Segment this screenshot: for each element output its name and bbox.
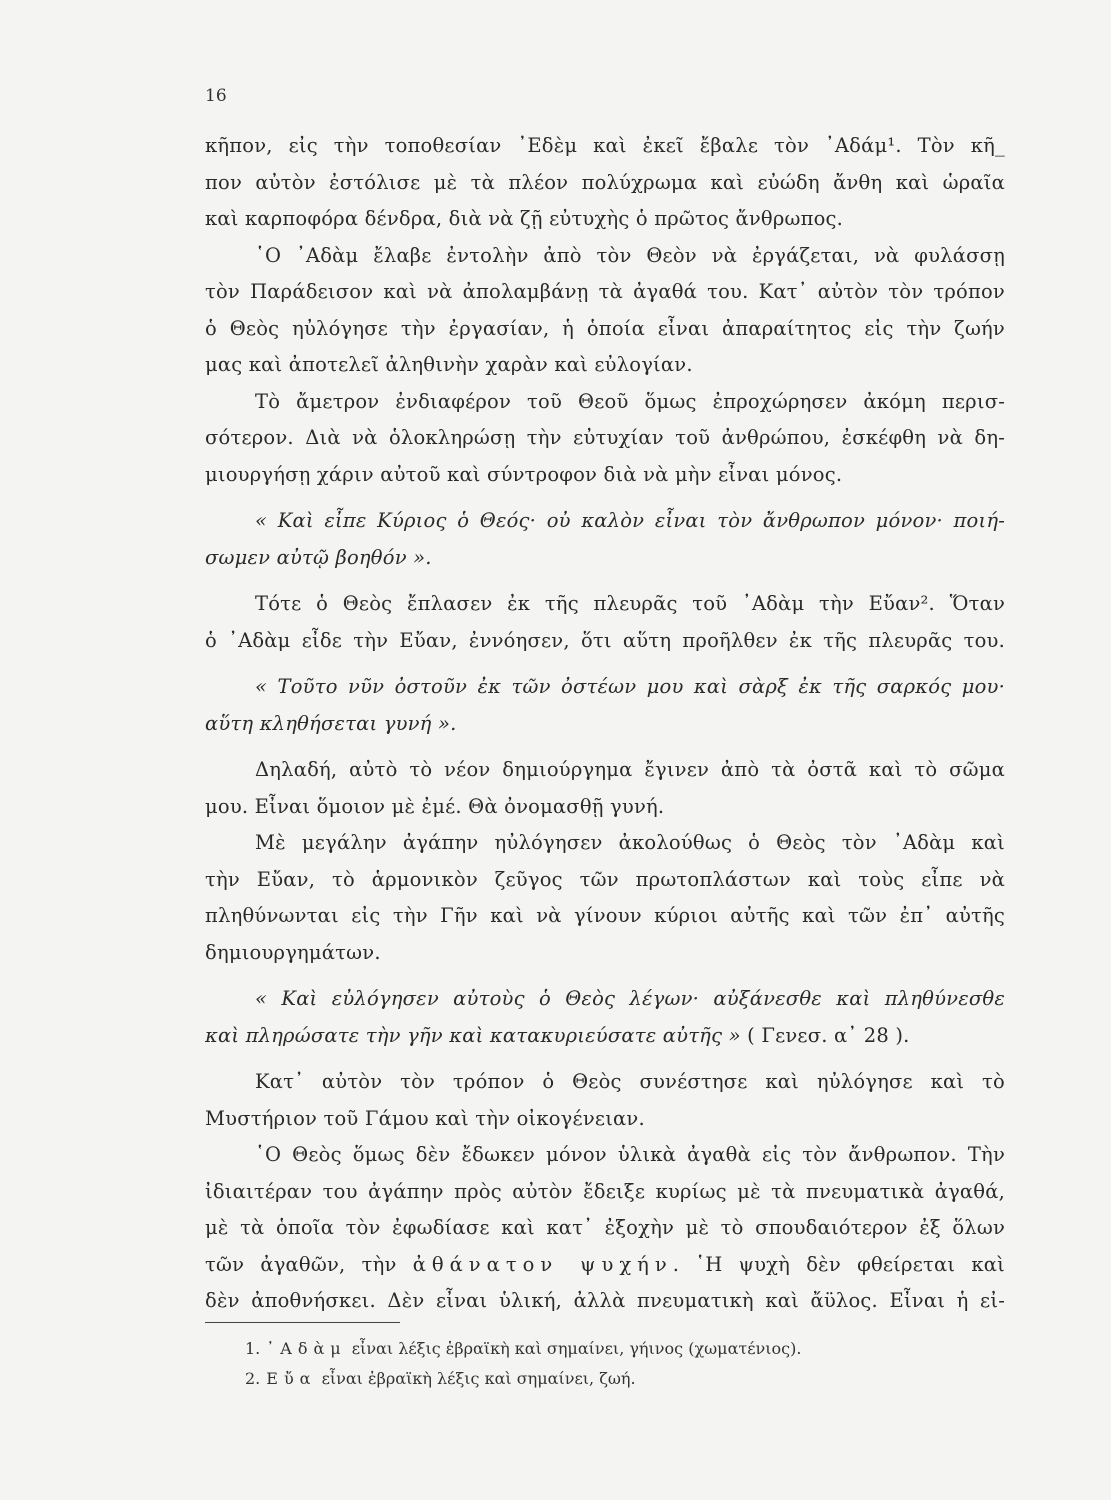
- text-line: δὲν ἀποθνήσκει. Δὲν εἶναι ὑλική, ἀλλὰ πνευματικὴ καὶ ἄϋλος. Εἶναι ἡ εἰ-: [205, 1289, 1005, 1312]
- emphasized-phrase: ἀθάνατον ψυχήν: [412, 1252, 673, 1276]
- scripture-quote-line: αὕτη κληθήσεται γυνή ».: [205, 711, 457, 735]
- text-line: δημιουργημάτων.: [205, 940, 381, 964]
- text-line: σότερον. Διὰ νὰ ὁλοκληρώσῃ τὴν εὐτυχίαν τοῦ ἀνθρώπου, ἐσκέφθη νὰ δη-: [205, 426, 1005, 449]
- scripture-quote-line: σωμεν αὐτῷ βοηθόν ».: [205, 545, 432, 569]
- text-segment: . ῾Η ψυχὴ δὲν φθείρεται καὶ: [672, 1252, 1005, 1276]
- text-line: καὶ καρποφόρα δένδρα, διὰ νὰ ζῇ εὐτυχὴς ὁ πρῶτος ἄνθρωπος.: [205, 207, 844, 230]
- text-line: πληθύνωνται εἰς τὴν Γῆν καὶ νὰ γίνουν κύριοι αὐτῆς καὶ τῶν ἐπ᾿ αὐτῆς: [205, 904, 1005, 927]
- footnote-text: εἶναι ἑβραϊκὴ λέξις καὶ σημαίνει, ζωή.: [321, 1369, 636, 1388]
- text-line: μου. Εἶναι ὅμοιον μὲ ἐμέ. Θὰ ὀνομασθῇ γυνή.: [205, 794, 665, 818]
- text-line: κῆπον, εἰς τὴν τοποθεσίαν ᾿Εδὲμ καὶ ἐκεῖ ἔβαλε τὸν ᾿Αδάμ¹. Τὸν κῆ_: [205, 134, 1005, 157]
- footnotes: [245, 1334, 1005, 1394]
- text-line: Τότε ὁ Θεὸς ἔπλασεν ἐκ τῆς πλευρᾶς τοῦ ᾿Αδὰμ τὴν Εὔαν². Ὅταν: [255, 592, 1005, 615]
- text-line: ῾Ο ᾿Αδὰμ ἔλαβε ἐντολὴν ἀπὸ τὸν Θεὸν νὰ ἐργάζεται, νὰ φυλάσσῃ: [255, 243, 1005, 267]
- text-line: ἰδιαιτέραν του ἀγάπην πρὸς αὐτὸν ἔδειξε κυρίως μὲ τὰ πνευματικὰ ἀγαθά,: [205, 1179, 1005, 1203]
- footnote-divider: [205, 1322, 400, 1323]
- footnote-term: ᾿Αδὰμ: [266, 1339, 347, 1358]
- text-line: μὲ τὰ ὁποῖα τὸν ἐφωδίασε καὶ κατ᾿ ἐξοχὴν μὲ τὸ σπουδαιότερον ἐξ ὅλων: [205, 1216, 1005, 1239]
- text-line: μας καὶ ἀποτελεῖ ἀληθινὴν χαρὰν καὶ εὐλογίαν.: [205, 353, 693, 376]
- text-line: [205, 1247, 1005, 1284]
- footnote-1: [245, 1334, 1005, 1364]
- footnote-number: 2.: [245, 1369, 261, 1388]
- text-line: τὸν Παράδεισον καὶ νὰ ἀπολαμβάνῃ τὰ ἀγαθά του. Κατ᾿ αὐτὸν τὸν τρόπον: [205, 280, 1005, 303]
- text-line: πον αὐτὸν ἐστόλισε μὲ τὰ πλέον πολύχρωμα καὶ εὐώδη ἄνθη καὶ ὡραῖα: [205, 170, 1005, 194]
- text-line: ὁ ᾿Αδὰμ εἶδε τὴν Εὔαν, ἐννόησεν, ὅτι αὕτη προῆλθεν ἐκ τῆς πλευρᾶς του.: [205, 628, 1005, 652]
- text-line: τὴν Εὔαν, τὸ ἁρμονικὸν ζεῦγος τῶν πρωτοπλάστων καὶ τοὺς εἶπε νὰ: [205, 867, 1005, 891]
- page-number: 16: [205, 86, 227, 106]
- text-line: Μυστήριον τοῦ Γάμου καὶ τὴν οἰκογένειαν.: [205, 1106, 645, 1130]
- text-line: ὁ Θεὸς ηὐλόγησε τὴν ἐργασίαν, ἡ ὁποία εἶναι ἀπαραίτητος εἰς τὴν ζωήν: [205, 316, 1005, 340]
- text-line: ῾Ο Θεὸς ὅμως δὲν ἔδωκεν μόνον ὑλικὰ ἀγαθὰ εἰς τὸν ἄνθρωπον. Τὴν: [255, 1143, 1005, 1166]
- footnote-number: 1.: [245, 1339, 261, 1358]
- scripture-quote-line: « Καὶ εὐλόγησεν αὐτοὺς ὁ Θεὸς λέγων· αὐξάνεσθε καὶ πληθύνεσθε: [255, 987, 1005, 1010]
- text-line: Δηλαδή, αὐτὸ τὸ νέον δημιούργημα ἔγινεν ἀπὸ τὰ ὀστᾶ καὶ τὸ σῶμα: [255, 758, 1005, 781]
- scripture-reference: ( Γενεσ. α᾿ 28 ).: [747, 1023, 910, 1047]
- scripture-quote-text: καὶ πληρώσατε τὴν γῆν καὶ κατακυριεύσατε αὐτῆς »: [205, 1023, 741, 1047]
- text-line: Τὸ ἄμετρον ἐνδιαφέρον τοῦ Θεοῦ ὅμως ἐπροχώρησεν ἀκόμη περισ-: [255, 389, 1005, 413]
- text-line: Κατ᾿ αὐτὸν τὸν τρόπον ὁ Θεὸς συνέστησε καὶ ηὐλόγησε καὶ τὸ: [255, 1070, 1005, 1093]
- scripture-quote-line: « Καὶ εἶπε Κύριος ὁ Θεός· οὐ καλὸν εἶναι τὸν ἄνθρωπον μόνον· ποιή-: [255, 509, 1005, 532]
- text-line: Μὲ μεγάλην ἀγάπην ηὐλόγησεν ἀκολούθως ὁ Θεὸς τὸν ᾿Αδὰμ καὶ: [255, 831, 1005, 854]
- text-line: μιουργήσῃ χάριν αὐτοῦ καὶ σύντροφον διὰ νὰ μὴν εἶναι μόνος.: [205, 462, 843, 486]
- scripture-quote-line: [205, 1018, 1005, 1055]
- text-segment: τῶν ἀγαθῶν, τὴν: [205, 1252, 397, 1276]
- footnote-text: εἶναι λέξις ἑβραϊκὴ καὶ σημαίνει, γήινος (χωματένιος).: [351, 1339, 802, 1358]
- footnote-term: Εὔα: [266, 1369, 317, 1388]
- footnote-2: [245, 1364, 1005, 1394]
- body-text: [205, 128, 1005, 1320]
- scripture-quote-line: « Τοῦτο νῦν ὀστοῦν ἐκ τῶν ὀστέων μου καὶ σὰρξ ἐκ τῆς σαρκός μου·: [255, 675, 1005, 698]
